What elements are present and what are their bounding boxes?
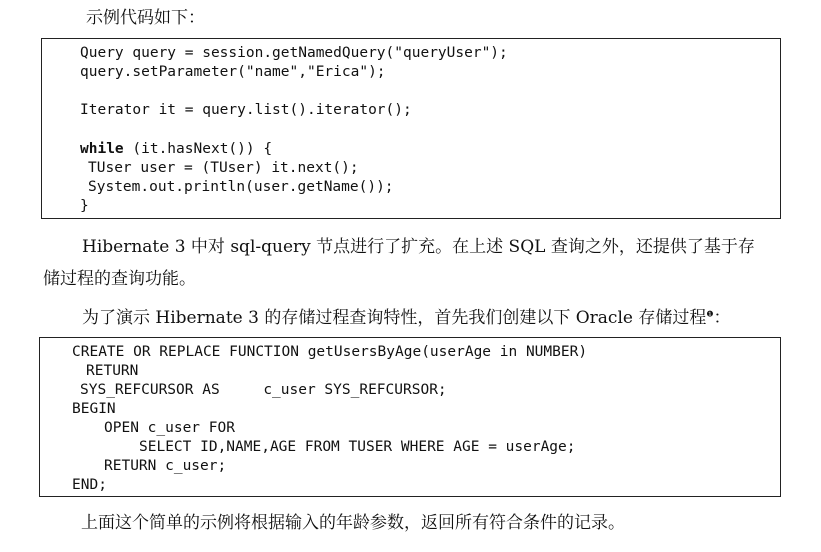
- code-line: SYS_REFCURSOR AS c_user SYS_REFCURSOR;: [80, 382, 447, 398]
- paragraph-3: 上面这个简单的示例将根据输入的年龄参数，返回所有符合条件的记录。: [81, 513, 625, 533]
- code-line: RETURN c_user;: [104, 458, 227, 474]
- code-line: OPEN c_user FOR: [104, 420, 235, 436]
- while-condition: (it.hasNext()) {: [132, 141, 273, 157]
- intro-text: 示例代码如下：: [86, 8, 205, 28]
- sql-code-block: [39, 337, 781, 497]
- code-line: [80, 140, 272, 159]
- code-line: System.out.println(user.getName());: [88, 179, 394, 195]
- java-code-block: [41, 38, 781, 219]
- code-line: CREATE OR REPLACE FUNCTION getUsersByAge(userAge in NUMBER): [72, 344, 588, 360]
- paragraph-2-text: 为了演示 Hibernate 3 的存储过程查询特性，首先我们创建以下 Oracle 存储过程: [82, 308, 707, 328]
- while-keyword: while: [80, 141, 124, 157]
- code-line: }: [80, 198, 89, 214]
- code-line: Iterator it = query.list().iterator();: [80, 102, 412, 118]
- code-line: BEGIN: [72, 401, 116, 417]
- footnote-marker: ❶: [706, 309, 714, 319]
- code-line: query.setParameter("name","Erica");: [80, 64, 386, 80]
- code-line: END;: [72, 477, 107, 493]
- code-line: SELECT ID,NAME,AGE FROM TUSER WHERE AGE = userAge;: [139, 439, 576, 455]
- paragraph-2: [82, 303, 731, 333]
- code-line: RETURN: [86, 363, 139, 379]
- code-line: Query query = session.getNamedQuery("queryUser");: [80, 45, 508, 61]
- code-line: TUser user = (TUser) it.next();: [88, 160, 359, 176]
- paragraph-1-line-2: 储过程的查询功能。: [43, 269, 196, 289]
- paragraph-2-end: ：: [713, 308, 731, 328]
- paragraph-1-line-1: Hibernate 3 中对 sql-query 节点进行了扩充。在上述 SQL 查询之外，还提供了基于存: [82, 237, 755, 257]
